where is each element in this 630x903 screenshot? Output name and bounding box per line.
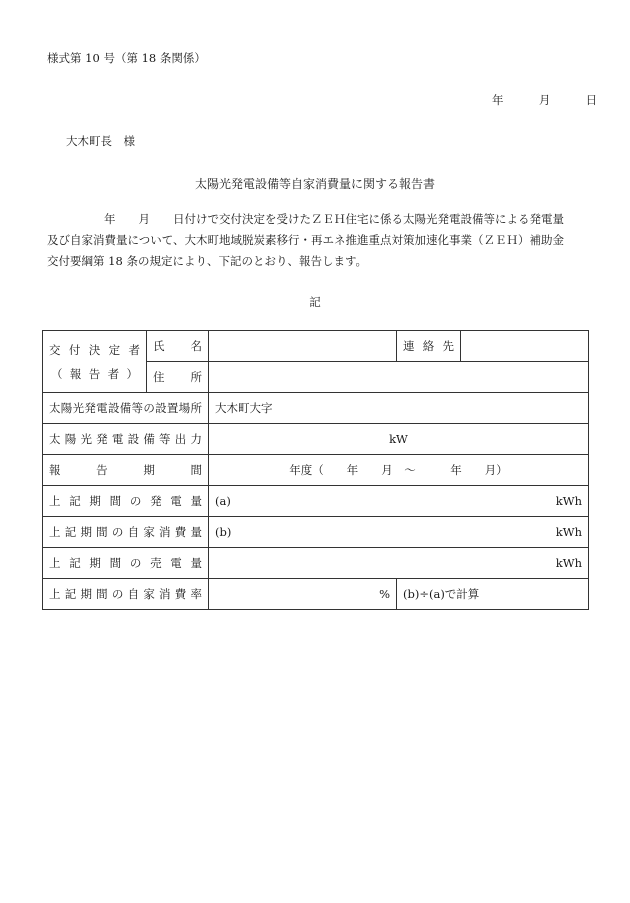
name-label: 氏名 — [153, 339, 202, 353]
address-label-cell — [147, 362, 209, 393]
period-label-cell — [43, 455, 209, 486]
table-row — [43, 517, 589, 548]
document-title: 太陽光発電設備等自家消費量に関する報告書 — [194, 177, 435, 191]
report-table — [42, 330, 589, 610]
self-consumption-value-cell[interactable] — [209, 517, 589, 548]
generation-marker: (a) — [215, 494, 231, 508]
location-label: 太陽光発電設備等の設置場所 — [49, 401, 202, 415]
output-label-cell — [43, 424, 209, 455]
period-value-cell[interactable] — [209, 455, 589, 486]
date-month: 月 — [538, 93, 551, 107]
sold-label-cell — [43, 548, 209, 579]
rate-formula-cell — [397, 579, 589, 610]
output-unit: kW — [389, 432, 408, 446]
table-row — [43, 579, 589, 610]
sold-label: 上記期間の売電量 — [49, 556, 202, 570]
date-line — [492, 92, 597, 108]
location-value-cell[interactable] — [209, 393, 589, 424]
body-paragraph — [47, 209, 564, 272]
rate-unit: % — [379, 587, 390, 601]
name-value-cell[interactable] — [209, 331, 397, 362]
generation-value-cell[interactable] — [209, 486, 589, 517]
period-value: 年度（ 年 月 〜 年 月） — [289, 463, 508, 477]
address-label: 住所 — [153, 370, 202, 384]
form-number: 様式第 10 号（第 18 条関係） — [47, 51, 206, 65]
address-value-cell[interactable] — [209, 362, 589, 393]
rate-value-cell[interactable] — [209, 579, 397, 610]
generation-label: 上記期間の発電量 — [49, 494, 202, 508]
body-line-1: 年 月 日付けで交付決定を受けたＺＥＨ住宅に係る太陽光発電設備等による発電量 — [104, 212, 564, 226]
generation-unit: kWh — [555, 494, 582, 508]
date-year: 年 — [492, 93, 504, 107]
output-label: 太陽光発電設備等出力 — [49, 432, 202, 446]
output-value-cell[interactable] — [209, 424, 589, 455]
body-line-3: 交付要綱第 18 条の規定により、下記のとおり、報告します。 — [47, 254, 368, 268]
table-row — [43, 331, 589, 362]
location-label-cell — [43, 393, 209, 424]
grantee-label-line1: 交付決定者 — [49, 342, 140, 357]
table-row — [43, 455, 589, 486]
contact-value-cell[interactable] — [461, 331, 589, 362]
self-consumption-label: 上記期間の自家消費量 — [49, 525, 202, 539]
addressee: 大木町長 様 — [66, 134, 135, 148]
name-label-cell — [147, 331, 209, 362]
table-row — [43, 424, 589, 455]
grantee-label-cell — [43, 331, 147, 393]
location-value: 大木町大字 — [215, 401, 273, 415]
grantee-label-line2: （報告者） — [51, 366, 138, 381]
rate-formula: (b)÷(a)で計算 — [403, 587, 480, 601]
table-row — [43, 393, 589, 424]
contact-label-cell — [397, 331, 461, 362]
self-consumption-unit: kWh — [555, 525, 582, 539]
contact-label: 連絡先 — [403, 339, 454, 353]
table-row — [43, 486, 589, 517]
self-consumption-label-cell — [43, 517, 209, 548]
ki-heading: 記 — [309, 295, 321, 309]
rate-label: 上記期間の自家消費率 — [49, 587, 202, 601]
date-day: 日 — [585, 93, 598, 107]
rate-label-cell — [43, 579, 209, 610]
body-line-2: 及び自家消費量について、大木町地域脱炭素移行・再エネ推進重点対策加速化事業（ＺＥＨ）補助金 — [47, 233, 565, 247]
sold-value-cell[interactable] — [209, 548, 589, 579]
generation-label-cell — [43, 486, 209, 517]
sold-unit: kWh — [555, 556, 582, 570]
period-label: 報告期間 — [49, 463, 202, 477]
table-row — [43, 548, 589, 579]
self-consumption-marker: (b) — [215, 525, 232, 539]
